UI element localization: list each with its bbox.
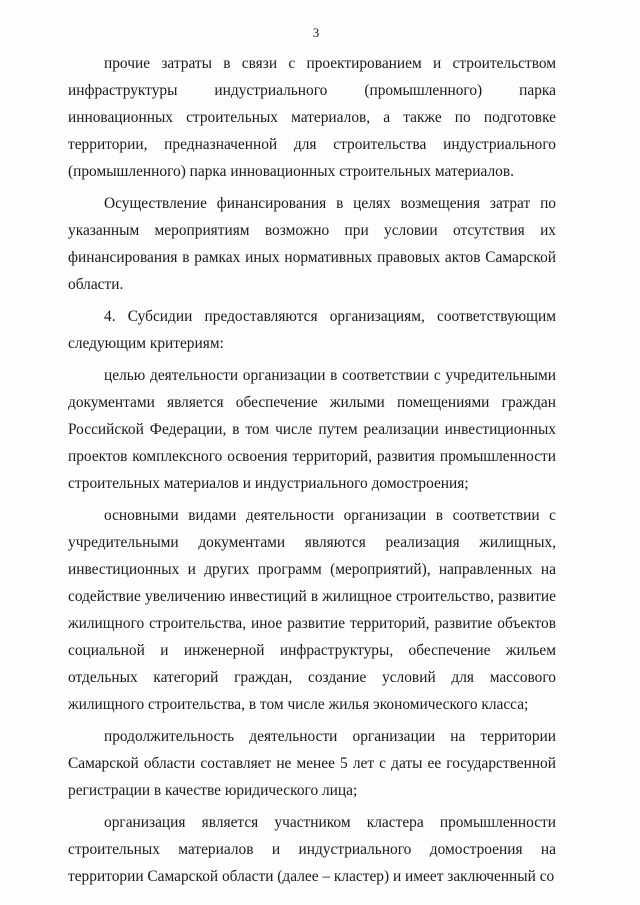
paragraph-criterion-cluster: организация является участником кластера промышленности строительных материалов и индустриального домостроения на территории Самарской области (далее – кластер) и имеет заключенный со xyxy=(68,814,556,885)
paragraph-costs-infrastructure: прочие затраты в связи с проектированием и строительством инфраструктуры индустриального (промышленного) парка инновационных строительных материалов, а также по подготовке территории, предназначенной для строительства индустриального (промышленного) парка инновационных строительных материалов. xyxy=(68,55,556,180)
paragraph-criterion-purpose: целью деятельности организации в соответствии с учредительными документами является обеспечение жилыми помещениями граждан Российской Федерации, в том числе путем реализации инвестиционных проектов комплексного освоения территорий, развития промышленности строительных материалов и индустриального домостроения; xyxy=(68,367,556,492)
paragraph-financing-condition: Осуществление финансирования в целях возмещения затрат по указанным мероприятиям возможно при условии отсутствия их финансирования в рамках иных нормативных правовых актов Самарской области. xyxy=(68,195,556,293)
document-body xyxy=(68,50,556,895)
paragraph-subsidy-criteria-intro: 4. Субсидии предоставляются организациям, соответствующим следующим критериям: xyxy=(68,308,556,352)
paragraph-criterion-activities: основными видами деятельности организации в соответствии с учредительными документами являются реализация жилищных, инвестиционных и других программ (мероприятий), направленных на содействие увеличению инвестиций в жилищное строительство, развитие жилищного строительства, иное развитие территорий, развитие объектов социальной и инженерной инфраструктуры, обеспечение жильем отдельных категорий граждан, создание условий для массового жилищного строительства, в том числе жилья экономического класса; xyxy=(68,507,556,713)
paragraph-criterion-duration: продолжительность деятельности организации на территории Самарской области составляет не менее 5 лет с даты ее государственной регистрации в качестве юридического лица; xyxy=(68,728,556,799)
page-number: 3 xyxy=(312,25,320,40)
